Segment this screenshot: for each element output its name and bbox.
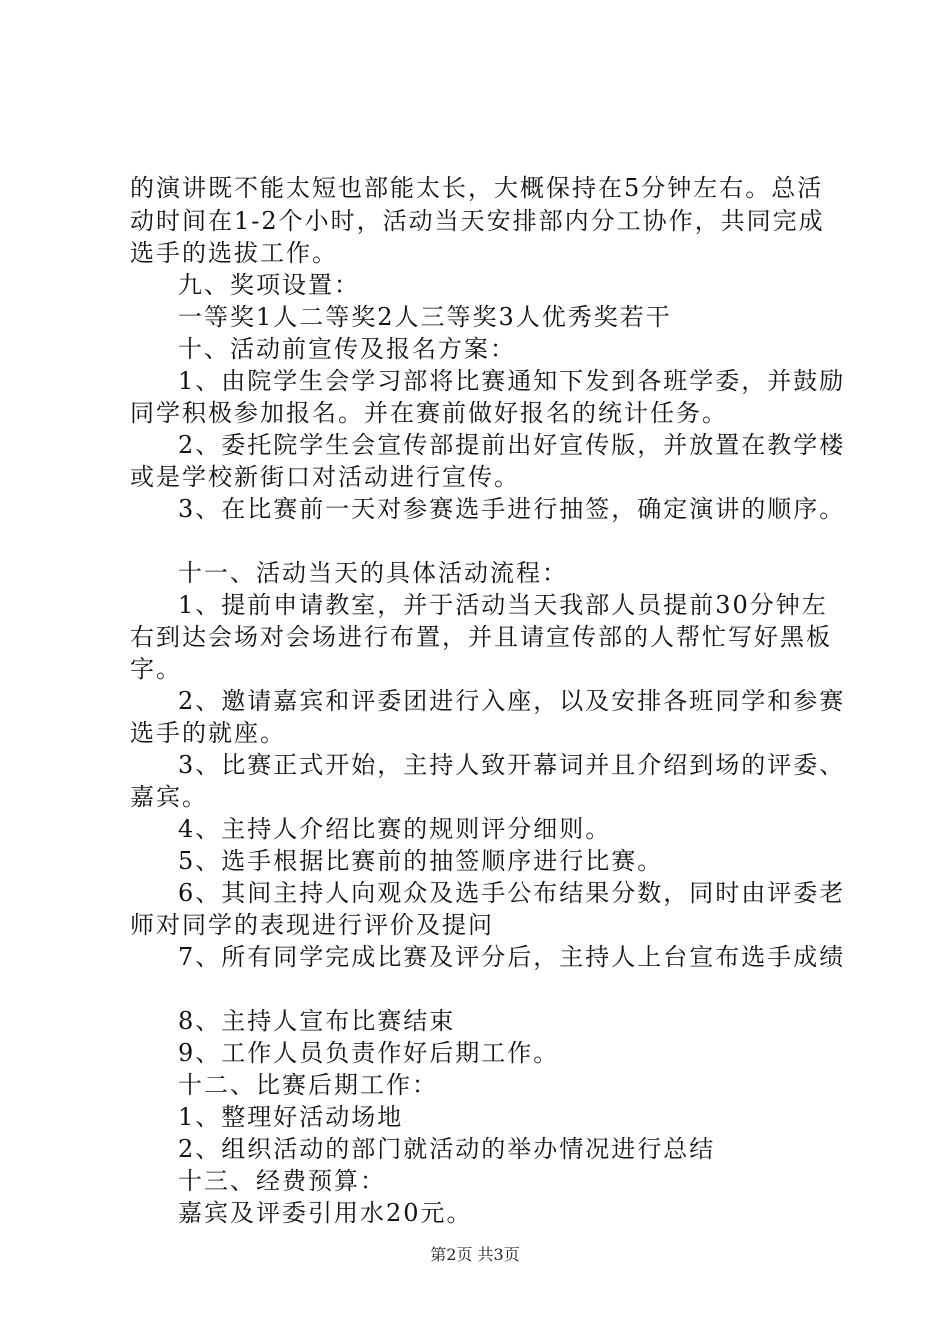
paragraph-line: 2、委托院学生会宣传部提前出好宣传版，并放置在教学楼	[178, 431, 846, 459]
paragraph-line: 的演讲既不能太短也部能太长，大概保持在5分钟左右。总活	[130, 174, 824, 202]
paragraph-line: 一等奖1人二等奖2人三等奖3人优秀奖若干	[178, 303, 672, 331]
paragraph-line: 3、在比赛前一天对参赛选手进行抽签，确定演讲的顺序。	[178, 495, 846, 523]
paragraph-line: 4、主持人介绍比赛的规则评分细则。	[178, 815, 612, 843]
paragraph-line: 同学积极参加报名。并在赛前做好报名的统计任务。	[130, 399, 728, 427]
paragraph-line: 7、所有同学完成比赛及评分后，主持人上台宣布选手成绩	[178, 943, 846, 971]
paragraph-line: 3、比赛正式开始，主持人致开幕词并且介绍到场的评委、	[178, 751, 846, 779]
paragraph-line: 选手的选拔工作。	[130, 239, 338, 267]
paragraph-line: 1、提前申请教室，并于活动当天我部人员提前30分钟左	[178, 591, 828, 619]
section-heading: 十二、比赛后期工作：	[178, 1071, 438, 1099]
paragraph-line: 嘉宾及评委引用水20元。	[178, 1199, 473, 1227]
paragraph-line: 1、由院学生会学习部将比赛通知下发到各班学委，并鼓励	[178, 367, 846, 395]
paragraph-line: 右到达会场对会场进行布置，并且请宣传部的人帮忙写好黑板	[130, 623, 832, 651]
paragraph-line: 9、工作人员负责作好后期工作。	[178, 1039, 560, 1067]
paragraph-line: 师对同学的表现进行评价及提问	[130, 911, 494, 939]
paragraph-line: 1、整理好活动场地	[178, 1103, 404, 1131]
section-heading: 十三、经费预算：	[178, 1167, 386, 1195]
page-number-footer: 第2页 共3页	[430, 1245, 520, 1264]
paragraph-line: 2、邀请嘉宾和评委团进行入座，以及安排各班同学和参赛	[178, 687, 846, 715]
paragraph-line: 动时间在1-2个小时，活动当天安排部内分工协作，共同完成	[130, 207, 825, 235]
paragraph-line: 字。	[130, 655, 182, 683]
paragraph-line: 8、主持人宣布比赛结束	[178, 1007, 456, 1035]
paragraph-line: 或是学校新街口对活动进行宣传。	[130, 463, 520, 491]
paragraph-line: 选手的就座。	[130, 719, 286, 747]
section-heading: 十、活动前宣传及报名方案：	[178, 335, 516, 363]
section-heading: 十一、活动当天的具体活动流程：	[178, 559, 568, 587]
section-heading: 九、奖项设置：	[178, 271, 360, 299]
paragraph-line: 嘉宾。	[130, 783, 208, 811]
paragraph-line: 6、其间主持人向观众及选手公布结果分数，同时由评委老	[178, 879, 846, 907]
paragraph-line: 2、组织活动的部门就活动的举办情况进行总结	[178, 1135, 716, 1163]
paragraph-line: 5、选手根据比赛前的抽签顺序进行比赛。	[178, 847, 664, 875]
